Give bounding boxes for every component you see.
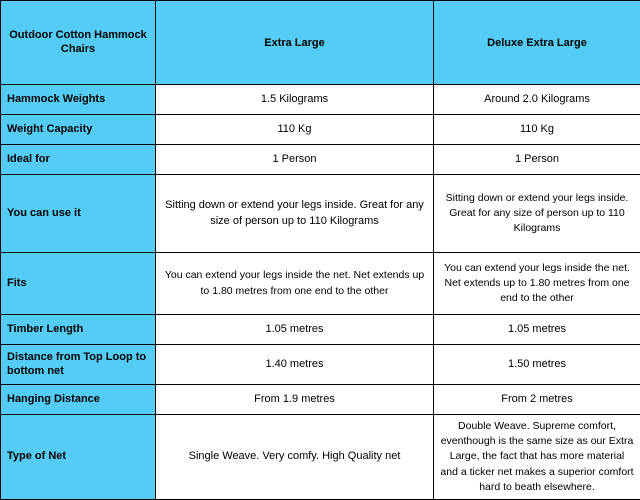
cell-weight-capacity-deluxe: 110 Kg bbox=[434, 115, 640, 145]
cell-you-can-use-it-deluxe: Sitting down or extend your legs inside. Great for any size of person up to 110 Kilograms bbox=[434, 175, 640, 253]
cell-ideal-for-extra-large: 1 Person bbox=[156, 145, 434, 175]
table-row bbox=[1, 415, 640, 500]
cell-hammock-weights-deluxe: Around 2.0 Kilograms bbox=[434, 85, 640, 115]
row-label-hammock-weights: Hammock Weights bbox=[1, 85, 156, 115]
table-row bbox=[1, 145, 640, 175]
cell-hanging-distance-extra-large: From 1.9 metres bbox=[156, 385, 434, 415]
cell-type-of-net-deluxe: Double Weave. Supreme comfort, eventhough is the same size as our Extra Large, the fact that has more material and a ticker net makes a superior comfort hard to beath elsewhere. bbox=[434, 415, 640, 500]
cell-distance-top-loop-deluxe: 1.50 metres bbox=[434, 345, 640, 385]
table-row bbox=[1, 385, 640, 415]
row-label-ideal-for: Ideal for bbox=[1, 145, 156, 175]
table-row bbox=[1, 85, 640, 115]
row-label-timber-length: Timber Length bbox=[1, 315, 156, 345]
table-row bbox=[1, 115, 640, 145]
cell-hammock-weights-extra-large: 1.5 Kilograms bbox=[156, 85, 434, 115]
cell-type-of-net-extra-large: Single Weave. Very comfy. High Quality net bbox=[156, 415, 434, 500]
cell-you-can-use-it-extra-large: Sitting down or extend your legs inside. Great for any size of person up to 110 Kilograms bbox=[156, 175, 434, 253]
table-row bbox=[1, 253, 640, 315]
row-label-you-can-use-it: You can use it bbox=[1, 175, 156, 253]
cell-ideal-for-deluxe: 1 Person bbox=[434, 145, 640, 175]
table-row bbox=[1, 315, 640, 345]
cell-timber-length-extra-large: 1.05 metres bbox=[156, 315, 434, 345]
column-header-extra-large: Extra Large bbox=[156, 1, 434, 85]
cell-weight-capacity-extra-large: 110 Kg bbox=[156, 115, 434, 145]
row-label-type-of-net: Type of Net bbox=[1, 415, 156, 500]
table-title-cell: Outdoor Cotton Hammock Chairs bbox=[1, 1, 156, 85]
row-label-hanging-distance: Hanging Distance bbox=[1, 385, 156, 415]
row-label-fits: Fits bbox=[1, 253, 156, 315]
cell-fits-extra-large: You can extend your legs inside the net. Net extends up to 1.80 metres from one end to the other bbox=[156, 253, 434, 315]
table-row bbox=[1, 345, 640, 385]
table-header-row bbox=[1, 1, 640, 85]
cell-fits-deluxe: You can extend your legs inside the net. Net extends up to 1.80 metres from one end to the other bbox=[434, 253, 640, 315]
cell-hanging-distance-deluxe: From 2 metres bbox=[434, 385, 640, 415]
table-row bbox=[1, 175, 640, 253]
cell-timber-length-deluxe: 1.05 metres bbox=[434, 315, 640, 345]
cell-distance-top-loop-extra-large: 1.40 metres bbox=[156, 345, 434, 385]
row-label-distance-top-loop: Distance from Top Loop to bottom net bbox=[1, 345, 156, 385]
row-label-weight-capacity: Weight Capacity bbox=[1, 115, 156, 145]
column-header-deluxe-extra-large: Deluxe Extra Large bbox=[434, 1, 640, 85]
